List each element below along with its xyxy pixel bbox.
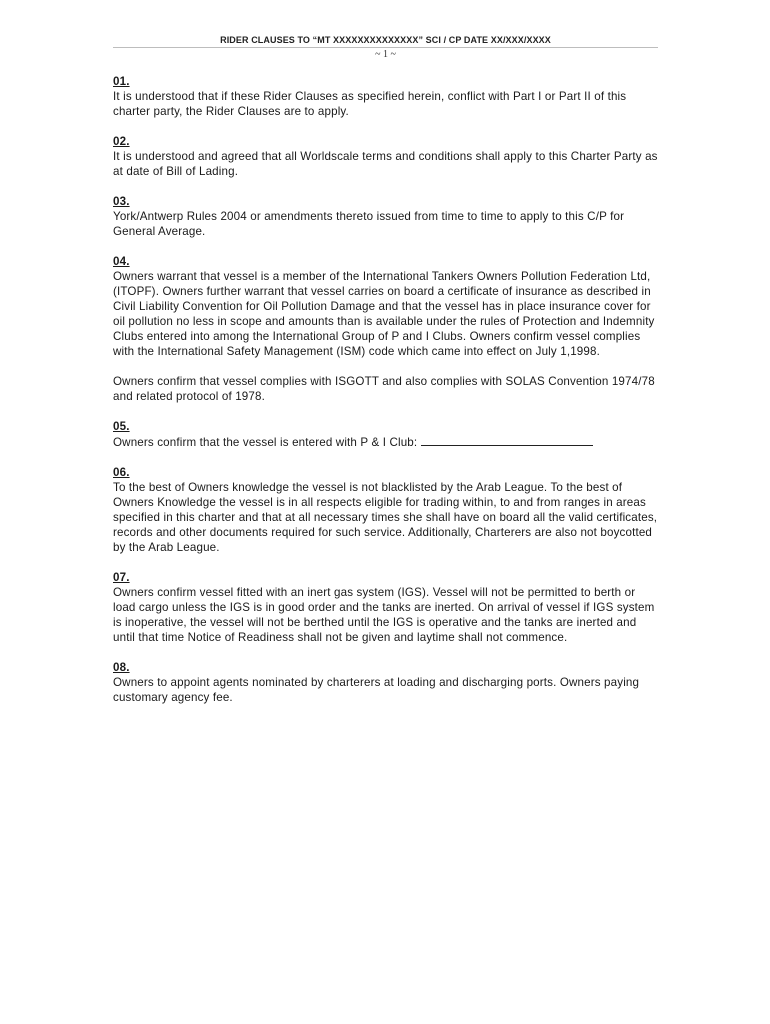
clause-number: 02. [113,135,130,148]
clause-number: 01. [113,75,130,88]
page-number: ~ 1 ~ [375,49,396,60]
clause-text: It is understood that if these Rider Clauses as specified herein, conflict with Part I or Part II of this charter party, the Rider Clauses are to apply. [113,90,627,118]
clause-number: 06. [113,466,130,479]
clause-text: Owners warrant that vessel is a member of the International Tankers Owners Pollution Federation Ltd, (ITOPF). Owners further warrant that vessel carries on board a certificate of insurance as described in Civil Liability Convention for Oil Pollution Damage and that the vessel has in place insurance cover for oil pollution no less in scope and amounts than is available under the rules of Protection and Indemnity Clubs entered into among the International Group of P and I Clubs. Owners confirm vessel complies with the International Safety Management (ISM) code which came into effect on July 1,1998. [113,270,655,358]
clause-text-line [113,434,658,450]
clause-text: To the best of Owners knowledge the vessel is not blacklisted by the Arab League. To the best of Owners Knowledge the vessel is in all respects eligible for trading within, to and from ranges in areas specified in this charter and that at all necessary times she shall have on board all the valid certificates, records and other documents required for such service. Additionally, Charterers are also not boycotted by the Arab League. [113,481,658,554]
clause-04 [113,254,658,404]
clause-08 [113,660,658,705]
clause-05 [113,419,658,450]
clause-number: 05. [113,420,130,433]
clause-02 [113,134,658,179]
clause-text: Owners to appoint agents nominated by charterers at loading and discharging ports. Owners paying customary agency fee. [113,676,640,704]
clause-number: 04. [113,255,130,268]
p-and-i-club-blank-field[interactable] [421,434,593,446]
running-header: RIDER CLAUSES TO “MT XXXXXXXXXXXXXX” SCI / CP DATE XX/XXX/XXXX [220,35,551,45]
clause-text: It is understood and agreed that all Worldscale terms and conditions shall apply to this Charter Party as at date of Bill of Lading. [113,150,658,178]
clause-number: 08. [113,661,130,674]
clause-text: Owners confirm vessel fitted with an inert gas system (IGS). Vessel will not be permitted to berth or load cargo unless the IGS is in good order and the tanks are inerted. On arrival of vessel if IGS system is inoperative, the vessel will not be berthed until the IGS is operative and the tanks are inerted and until that time Notice of Readiness shall not be given and laytime shall not commence. [113,586,655,644]
clauses-body [113,74,658,720]
clause-06 [113,465,658,555]
clause-number: 07. [113,571,130,584]
clause-text: York/Antwerp Rules 2004 or amendments thereto issued from time to time to apply to this C/P for General Average. [113,210,625,238]
clause-text: Owners confirm that the vessel is entered with P & I Club: [113,436,418,449]
header-divider [113,47,658,48]
clause-01 [113,74,658,119]
clause-text: Owners confirm that vessel complies with ISGOTT and also complies with SOLAS Convention 1974/78 and related protocol of 1978. [113,375,655,403]
clause-07 [113,570,658,645]
clause-03 [113,194,658,239]
clause-number: 03. [113,195,130,208]
